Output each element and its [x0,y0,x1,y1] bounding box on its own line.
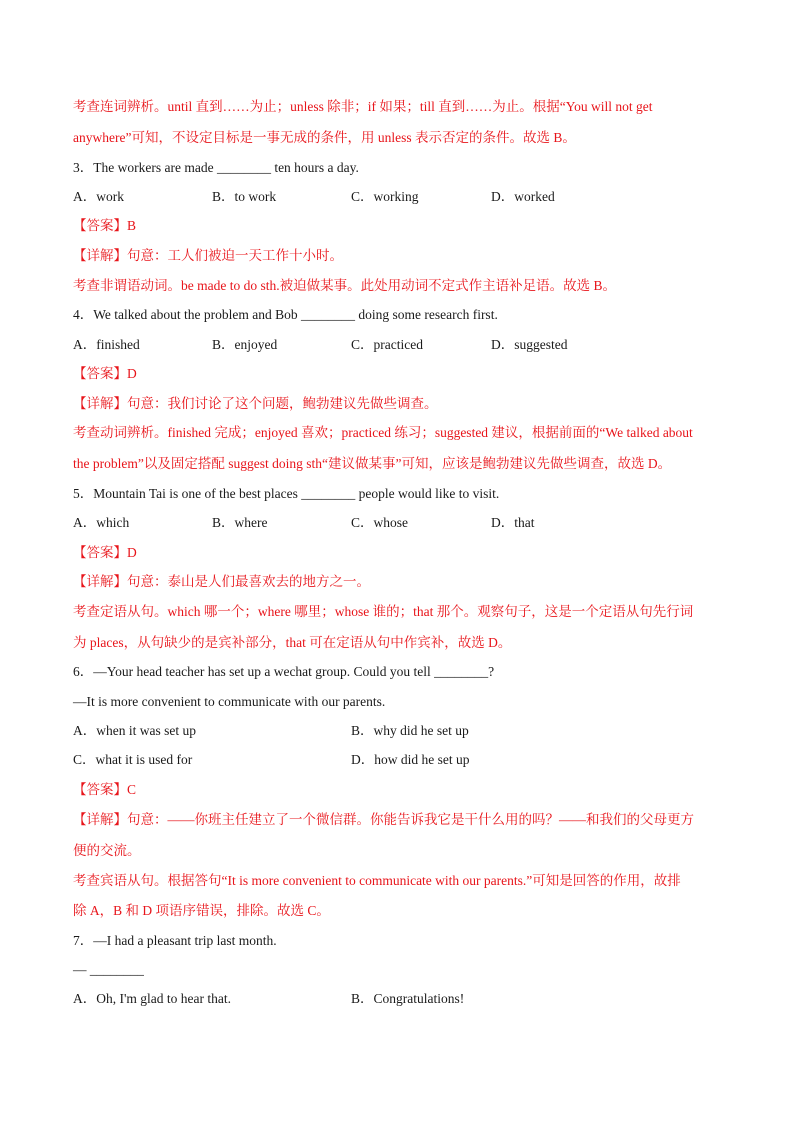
q4-option-c: C．practiced [351,337,423,352]
q3-option-c: C．working [351,189,419,204]
q6-explanation-line-2: 除 A，B 和 D 项语序错误，排除。故选 C。 [73,903,330,918]
q3-option-d: D．worked [491,189,555,204]
q6-stem: 6．—Your head teacher has set up a wechat group. Could you tell ________? [73,664,495,679]
q3-option-a: A．work [73,189,124,204]
q5-explanation-line-1: 考查定语从句。which 哪一个；where 哪里；whose 谁的；that 那个。观察句子，这是一个定语从句先行词 [73,604,694,619]
q5-explanation-line-2: 为 places，从句缺少的是宾补部分，that 可在定语从句中作宾补，故选 D。 [73,635,512,650]
q7-response-blank: — ________ [73,962,144,977]
q4-detail: 【详解】句意：我们讨论了这个问题，鲍勃建议先做些调查。 [73,396,438,411]
q4-stem: 4．We talked about the problem and Bob ________ doing some research first. [73,307,498,322]
q5-answer: 【答案】D [73,545,137,560]
q7-option-b: B．Congratulations! [351,991,465,1006]
q5-option-c: C．whose [351,515,408,530]
q6-option-b: B．why did he set up [351,723,469,738]
q4-option-b: B．enjoyed [212,337,278,352]
q4-explanation-line-2: the problem”以及固定搭配 suggest doing sth“建议做某事”可知，应该是鲍勃建议先做些调查，故选 D。 [73,456,672,471]
q5-stem: 5．Mountain Tai is one of the best places ________ people would like to visit. [73,486,500,501]
q6-explanation-line-1: 考查宾语从句。根据答句“It is more convenient to communicate with our parents.”可知是回答的作用，故排 [73,873,681,888]
q6-option-a: A．when it was set up [73,723,196,738]
q7-stem: 7．—I had a pleasant trip last month. [73,933,277,948]
q5-option-d: D．that [491,515,535,530]
q6-answer: 【答案】C [73,782,137,797]
q3-explanation: 考查非谓语动词。be made to do sth.被迫做某事。此处用动词不定式作主语补足语。故选 B。 [73,278,616,293]
q6-detail-line-1: 【详解】句意：——你班主任建立了一个微信群。你能告诉我它是干什么用的吗？——和我们的父母更方 [73,812,694,827]
q3-detail: 【详解】句意：工人们被迫一天工作十小时。 [73,248,343,263]
q2-explanation-line-1: 考查连词辨析。until 直到……为止；unless 除非；if 如果；till 直到……为止。根据“You will not get [73,99,653,114]
q5-option-b: B．where [212,515,268,530]
q3-stem: 3．The workers are made ________ ten hours a day. [73,160,359,175]
q3-option-b: B．to work [212,189,277,204]
q6-option-c: C．what it is used for [73,752,193,767]
q3-answer: 【答案】B [73,218,137,233]
q5-detail: 【详解】句意：泰山是人们最喜欢去的地方之一。 [73,574,370,589]
q7-option-a: A．Oh, I'm glad to hear that. [73,991,232,1006]
q5-option-a: A．which [73,515,130,530]
q4-option-a: A．finished [73,337,140,352]
q6-detail-line-2: 便的交流。 [73,843,141,858]
q6-option-d: D．how did he set up [351,752,470,767]
q6-response: —It is more convenient to communicate with our parents. [73,694,386,709]
q4-explanation-line-1: 考查动词辨析。finished 完成；enjoyed 喜欢；practiced 练习；suggested 建议，根据前面的“We talked about [73,425,693,440]
q2-explanation-line-2: anywhere”可知，不设定目标是一事无成的条件，用 unless 表示否定的条件。故选 B。 [73,130,576,145]
q4-option-d: D．suggested [491,337,568,352]
q4-answer: 【答案】D [73,366,137,381]
